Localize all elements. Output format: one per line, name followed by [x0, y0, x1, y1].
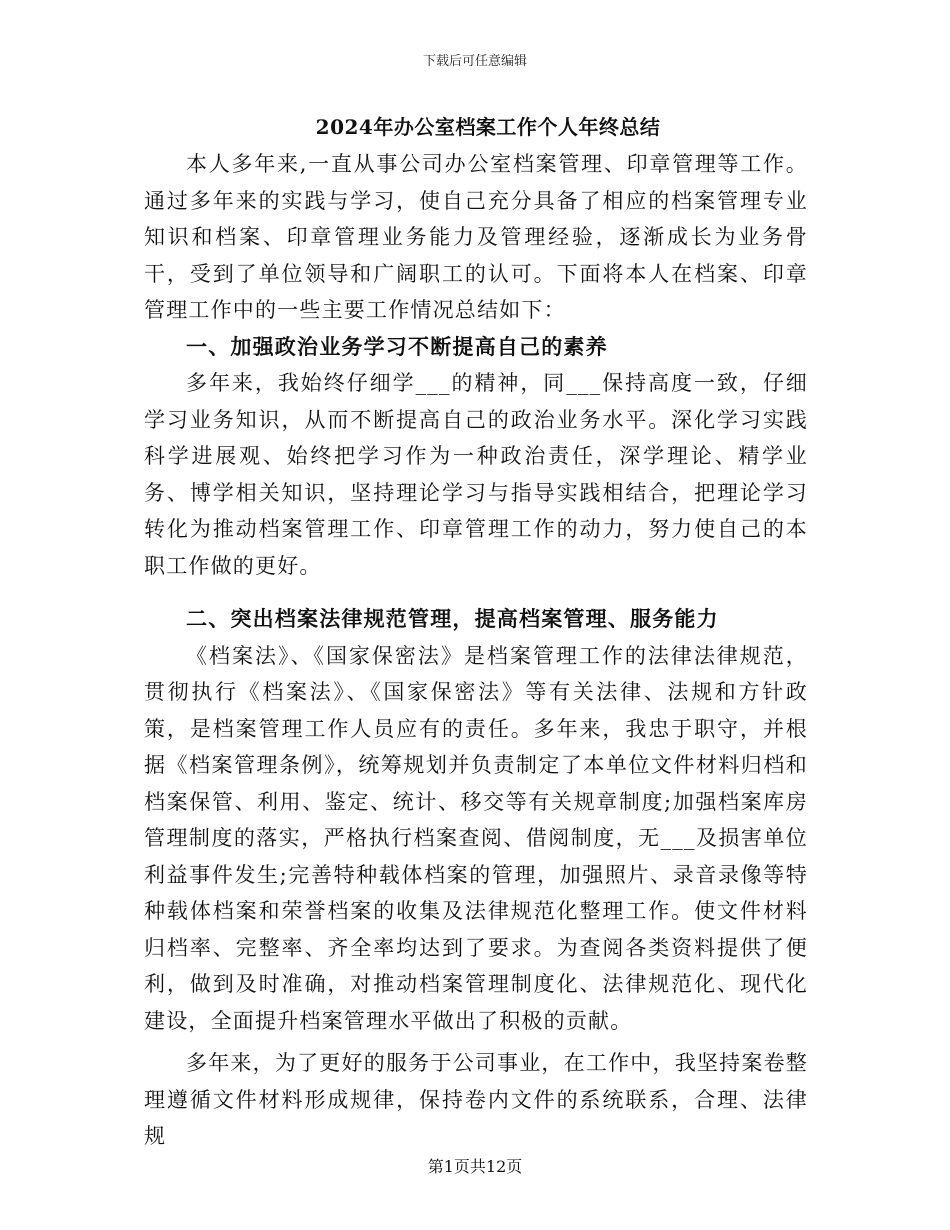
page-number: 第1页共12页 — [427, 1157, 523, 1176]
service-paragraph: 多年来，为了更好的服务于公司事业，在工作中，我坚持案卷整理遵循文件材料形成规律，保持卷内文件的系统联系，合理、法律规 — [144, 1051, 808, 1148]
document-content — [144, 108, 808, 1155]
header-note: 下载后可任意编辑 — [422, 54, 527, 69]
section-heading-archive-law: 二、突出档案法律规范管理，提高档案管理、服务能力 — [186, 606, 719, 631]
political-study-paragraph: 多年来，我始终仔细学___的精神，同___保持高度一致，仔细学习业务知识，从而不断提高自己的政治业务水平。深化学习实践科学进展观、始终把学习作为一种政治责任，深学理论、精学业务、博学相关知识，坚持理论学习与指导实践相结合，把理论学习转化为推动档案管理工作、印章管理工作的动力，努力使自己的本职工作做的更好。 — [144, 371, 808, 578]
archive-law-paragraph: 《档案法》、《国家保密法》是档案管理工作的法律法律规范，贯彻执行《档案法》、《国家保密法》等有关法律、法规和方针政策，是档案管理工作人员应有的责任。多年来，我忠于职守，并根据《档案管理条例》，统筹规划并负责制定了本单位文件材料归档和档案保管、利用、鉴定、统计、移交等有关规章制度;加强档案库房管理制度的落实，严格执行档案查阅、借阅制度，无___及损害单位利益事件发生;完善特种载体档案的管理，加强照片、录音录像等特种载体档案和荣誉档案的收集及法律规范化整理工作。使文件材料归档率、完整率、齐全率均达到了要求。为查阅各类资料提供了便利，做到及时准确，对推动档案管理制度化、法律规范化、现代化建设，全面提升档案管理水平做出了积极的贡献。 — [144, 643, 808, 1033]
section-heading-political-study: 一、加强政治业务学习不断提高自己的素养 — [186, 333, 608, 359]
document-title: 2024年办公室档案工作个人年终总结 — [315, 115, 661, 139]
intro-paragraph: 本人多年来,一直从事公司办公室档案管理、印章管理等工作。通过多年来的实践与学习，使自己充分具备了相应的档案管理专业知识和档案、印章管理业务能力及管理经验，逐渐成长为业务骨干，受到了单位领导和广阔职工的认可。下面将本人在档案、印章管理工作中的一些主要工作情况总结如下： — [144, 152, 808, 322]
